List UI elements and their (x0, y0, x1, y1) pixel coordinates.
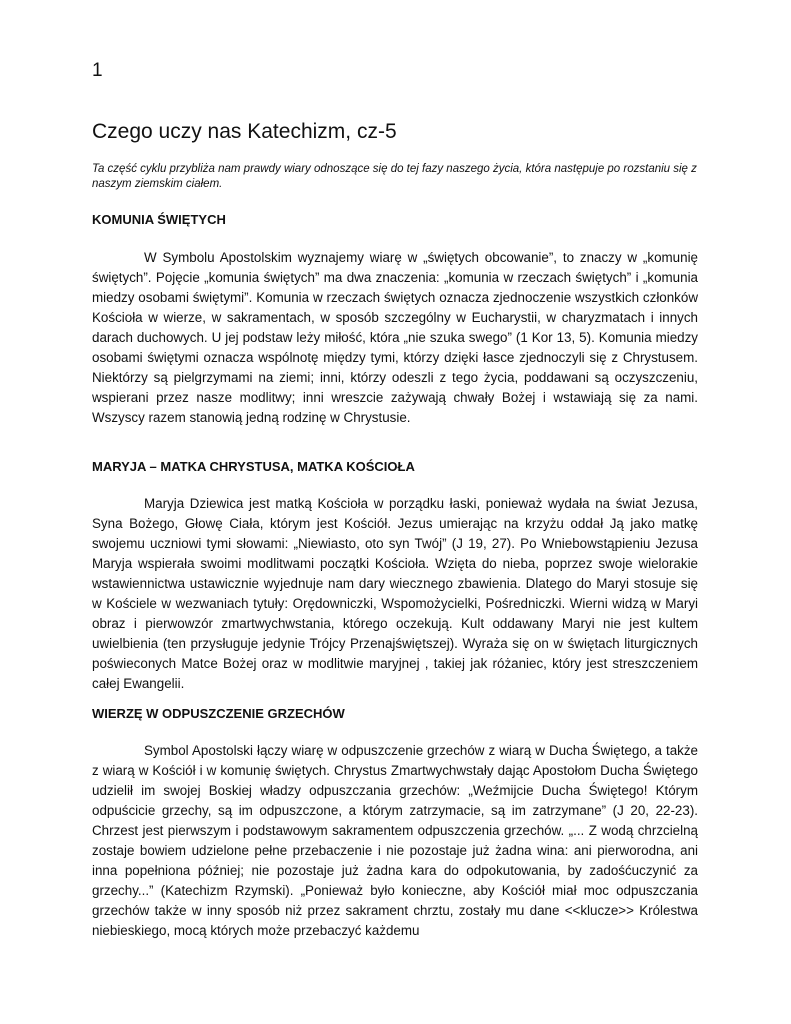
section-heading-odpuszczenie: WIERZĘ W ODPUSZCZENIE GRZECHÓW (92, 706, 345, 721)
section-body-komunia: W Symbolu Apostolskim wyznajemy wiarę w „świętych obcowanie”, to znaczy w „komunię świętych”. Pojęcie „komunia świętych” ma dwa znaczenia: „komunia w rzeczach świętych” i „komunia miedzy osobami świętymi”. Komunia w rzeczach świętych oznacza zjednoczenie wszystkich członków Kościoła w wierze, w sakramentach, w sposób szczególny w Eucharystii, w charyzmatach i innych darach duchowych. U jej podstaw leży miłość, która „nie szuka swego” (1 Kor 13, 5). Komunia miedzy osobami świętymi oznacza wspólnotę między tymi, którzy dzięki łasce zjednoczyli się z Chrystusem. Niektórzy są pielgrzymami na ziemi; inni, którzy odeszli z tego życia, poddawani są oczyszczeniu, wspierani przez nasze modlitwy; inni wreszcie zażywają chwały Bożej i wstawiają się za nami. Wszyscy razem stanowią jedną rodzinę w Chrystusie. (92, 250, 698, 425)
section-heading-maryja: MARYJA – MATKA CHRYSTUSA, MATKA KOŚCIOŁA (92, 459, 415, 474)
section-body-odpuszczenie: Symbol Apostolski łączy wiarę w odpuszczenie grzechów z wiarą w Ducha Świętego, a także z wiarą w Kościół i w komunię świętych. Chrystus Zmartwychwstały dając Apostołom Ducha Świętego udzielił im swojej Boskiej władzy odpuszczania grzechów: „Weźmijcie Ducha Świętego! Którym odpuścicie grzechy, są im odpuszczone, a którym zatrzymacie, są im zatrzymane” (J 20, 22-23). Chrzest jest pierwszym i podstawowym sakramentem odpuszczenia grzechów. „... Z wodą chrzcielną zostaje bowiem udzielone pełne przebaczenie i nie pozostaje już żadna wina: ani pierworodna, ani inna popełniona później; nie pozostaje już żadna kara do odpokutowania, by zadośćuczynić za grzechy...” (Katechizm Rzymski). „Ponieważ było konieczne, aby Kościół miał moc odpuszczania grzechów także w inny sposób niż przez sakrament chrztu, zostały mu dane <<klucze>> Królestwa niebieskiego, mocą których może przebaczyć każdemu (92, 743, 698, 938)
section-body-maryja: Maryja Dziewica jest matką Kościoła w porządku łaski, ponieważ wydała na świat Jezusa, Syna Bożego, Głowę Ciała, którym jest Kościół. Jezus umierając na krzyżu oddał Ją jako matkę swojemu uczniowi tymi słowami: „Niewiasto, oto syn Twój” (J 19, 27). Po Wniebowstąpieniu Jezusa Maryja wspierała swoimi modlitwami początki Kościoła. Wzięta do nieba, poprzez swoje wielorakie wstawiennictwa ustawicznie wyjednuje nam dary wiecznego zbawienia. Dlatego do Maryi stosuje się w Kościele w wezwaniach tytuły: Orędowniczki, Wspomożycielki, Pośredniczki. Wierni widzą w Maryi obraz i pierwowzór zmartwychwstania, którego oczekują. Kult oddawany Maryi nie jest kultem uwielbienia (ten przysługuje jedynie Trójcy Przenajświętszej). Wyraża się on w świętach liturgicznych poświeconych Matce Bożej oraz w modlitwie maryjnej , takiej jak różaniec, który jest streszczeniem całej Ewangelii. (92, 496, 698, 691)
document-title: Czego uczy nas Katechizm, cz-5 (92, 120, 397, 143)
section-heading-komunia: KOMUNIA ŚWIĘTYCH (92, 212, 226, 227)
page-number: 1 (92, 60, 103, 81)
intro-text: Ta część cyklu przybliża nam prawdy wiary odnoszące się do tej fazy naszego życia, która następuje po rozstaniu się z naszym ziemskim ciałem. (92, 163, 697, 190)
